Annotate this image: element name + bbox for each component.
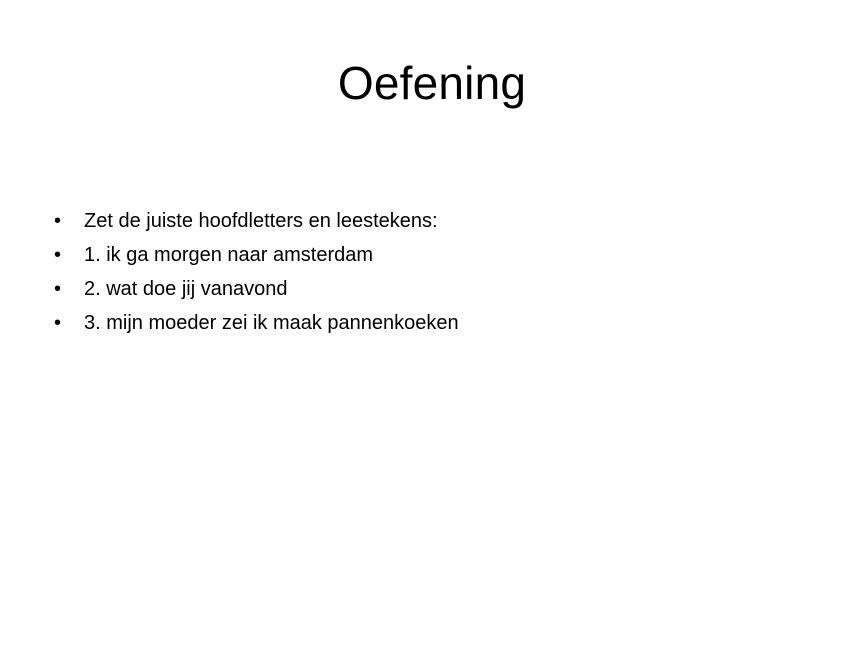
list-item-text: 1. ik ga morgen naar amsterdam [84, 244, 374, 266]
bullet-list [54, 204, 814, 340]
slide-title: Oefening [337, 57, 527, 109]
list-item [54, 272, 814, 306]
list-item-text: Zet de juiste hoofdletters en leestekens: [84, 210, 438, 232]
list-item [54, 306, 814, 340]
bullet-point-icon: • [54, 210, 62, 232]
bullet-point-icon: • [54, 244, 62, 266]
bullet-point-icon: • [54, 278, 62, 300]
list-item-text: 3. mijn moeder zei ik maak pannenkoeken [84, 312, 459, 334]
list-item [54, 204, 814, 238]
list-item-text: 2. wat doe jij vanavond [84, 278, 288, 300]
list-item [54, 238, 814, 272]
bullet-point-icon: • [54, 312, 62, 334]
